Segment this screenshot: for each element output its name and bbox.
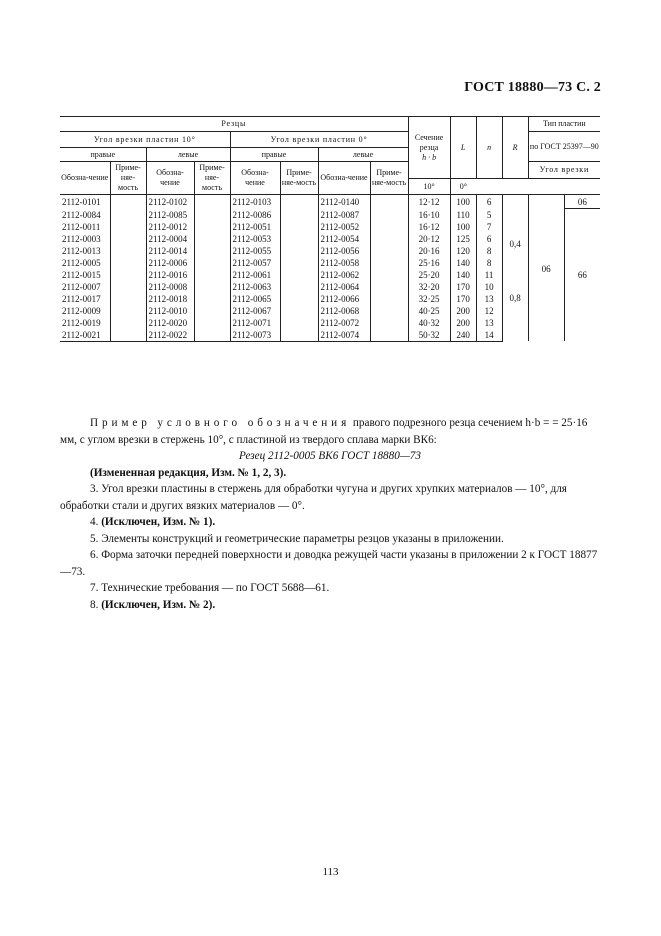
designation-cell: 2112-0087 xyxy=(318,209,370,221)
angle-short-header: Угол врезки xyxy=(528,162,600,179)
section-cell: 20·16 xyxy=(408,245,450,257)
application-cell xyxy=(280,293,318,305)
item-5: 5. Элементы конструкций и геометрические параметры резцов указаны в приложении. xyxy=(90,532,504,545)
length-cell: 125 xyxy=(450,233,476,245)
item-6: 6. Форма заточки передней поверхности и доводка режущей части указаны в приложении 2 к ГОСТ 18877—73. xyxy=(60,549,598,578)
designation-cell: 2112-0056 xyxy=(318,245,370,257)
application-cell xyxy=(370,317,408,329)
section-cell: 12·12 xyxy=(408,195,450,209)
designation-cell: 2112-0019 xyxy=(60,317,110,329)
section-cell: 40·25 xyxy=(408,305,450,317)
designation-cell: 2112-0020 xyxy=(146,317,194,329)
section-cell: 32·20 xyxy=(408,281,450,293)
angle-0-header: Угол врезки пластин 0° xyxy=(230,132,408,148)
left-0-header: левые xyxy=(318,148,408,162)
cutter-spec-table xyxy=(60,116,600,342)
designation-cell: 2112-0066 xyxy=(318,293,370,305)
length-header: L xyxy=(450,117,476,179)
n-cell: 6 xyxy=(476,233,502,245)
designation-header: Обозна-чение xyxy=(146,162,194,195)
length-cell: 140 xyxy=(450,257,476,269)
designation-cell: 2112-0017 xyxy=(60,293,110,305)
n-cell: 8 xyxy=(476,257,502,269)
application-cell xyxy=(194,281,230,293)
designation-cell: 2112-0062 xyxy=(318,269,370,281)
application-cell xyxy=(370,221,408,233)
n-cell: 11 xyxy=(476,269,502,281)
n-cell: 10 xyxy=(476,281,502,293)
right-10-header: правые xyxy=(60,148,146,162)
length-cell: 120 xyxy=(450,245,476,257)
length-cell: 170 xyxy=(450,293,476,305)
length-cell: 170 xyxy=(450,281,476,293)
radius-header: R xyxy=(502,117,528,179)
item-3: 3. Угол врезки пластины в стержень для обработки чугуна и других хрупких материалов — 10°, для обработки стали и других вязких материалов — 0°. xyxy=(60,483,567,512)
length-cell: 110 xyxy=(450,209,476,221)
designation-cell: 2112-0004 xyxy=(146,233,194,245)
n-cell: 13 xyxy=(476,317,502,329)
application-cell xyxy=(370,305,408,317)
designation-cell: 2112-0011 xyxy=(60,221,110,233)
designation-cell: 2112-0068 xyxy=(318,305,370,317)
designation-cell: 2112-0007 xyxy=(60,281,110,293)
application-cell xyxy=(280,317,318,329)
application-cell xyxy=(280,257,318,269)
application-cell xyxy=(110,293,146,305)
application-cell xyxy=(370,281,408,293)
designation-cell: 2112-0064 xyxy=(318,281,370,293)
designation-cell: 2112-0016 xyxy=(146,269,194,281)
application-cell xyxy=(370,245,408,257)
plate-0-cell: 66 xyxy=(564,209,600,342)
designation-cell: 2112-0018 xyxy=(146,293,194,305)
application-cell xyxy=(110,329,146,342)
designation-cell: 2112-0053 xyxy=(230,233,280,245)
designation-cell: 2112-0052 xyxy=(318,221,370,233)
length-cell: 200 xyxy=(450,305,476,317)
n-cell: 5 xyxy=(476,209,502,221)
application-cell xyxy=(280,221,318,233)
designation-cell: 2112-0067 xyxy=(230,305,280,317)
designation-cell: 2112-0073 xyxy=(230,329,280,342)
application-cell xyxy=(194,195,230,209)
length-cell: 100 xyxy=(450,221,476,233)
plate-10-cell: 06 xyxy=(528,195,564,342)
section-cell: 16·12 xyxy=(408,221,450,233)
application-cell xyxy=(370,269,408,281)
application-cell xyxy=(280,233,318,245)
application-cell xyxy=(280,305,318,317)
designation-cell: 2112-0012 xyxy=(146,221,194,233)
length-cell: 140 xyxy=(450,269,476,281)
n-header: n xyxy=(476,117,502,179)
application-cell xyxy=(194,209,230,221)
n-cell: 7 xyxy=(476,221,502,233)
n-cell: 14 xyxy=(476,329,502,342)
section-cell: 25·16 xyxy=(408,257,450,269)
item-7: 7. Технические требования — по ГОСТ 5688—61. xyxy=(90,582,330,594)
section-cell: 32·25 xyxy=(408,293,450,305)
designation-cell: 2112-0084 xyxy=(60,209,110,221)
n-cell: 12 xyxy=(476,305,502,317)
application-cell xyxy=(370,257,408,269)
designation-cell: 2112-0103 xyxy=(230,195,280,209)
application-cell xyxy=(110,233,146,245)
angle-10-header: Угол врезки пластин 10° xyxy=(60,132,230,148)
n-cell: 13 xyxy=(476,293,502,305)
application-cell xyxy=(110,257,146,269)
application-cell xyxy=(110,221,146,233)
application-cell xyxy=(194,329,230,342)
designation-header: Обозна-чение xyxy=(60,162,110,195)
designation-header: Обозна-чение xyxy=(230,162,280,195)
application-cell xyxy=(280,245,318,257)
application-cell xyxy=(110,281,146,293)
designation-cell: 2112-0058 xyxy=(318,257,370,269)
designation-cell: 2112-0061 xyxy=(230,269,280,281)
plate-gost-header: по ГОСТ 25397—90 xyxy=(528,132,600,162)
designation-cell: 2112-0006 xyxy=(146,257,194,269)
designation-cell: 2112-0051 xyxy=(230,221,280,233)
application-cell xyxy=(110,305,146,317)
designation-cell: 2112-0003 xyxy=(60,233,110,245)
designation-cell: 2112-0072 xyxy=(318,317,370,329)
designation-cell: 2112-0021 xyxy=(60,329,110,342)
application-cell xyxy=(110,209,146,221)
application-cell xyxy=(370,209,408,221)
cutters-group-header: Резцы xyxy=(60,117,408,132)
designation-cell: 2112-0013 xyxy=(60,245,110,257)
application-header: Приме-няе-мость xyxy=(194,162,230,195)
example-formula: Резец 2112-0005 ВК6 ГОСТ 18880—73 xyxy=(239,450,421,462)
application-cell xyxy=(110,269,146,281)
document-header: ГОСТ 18880—73 С. 2 xyxy=(464,80,601,95)
designation-cell: 2112-0101 xyxy=(60,195,110,209)
body-text xyxy=(60,415,600,613)
designation-cell: 2112-0102 xyxy=(146,195,194,209)
application-cell xyxy=(194,221,230,233)
designation-cell: 2112-0009 xyxy=(60,305,110,317)
application-header: Приме-няе-мость xyxy=(370,162,408,195)
amendment-note: (Измененная редакция, Изм. № 1, 2, 3). xyxy=(90,466,287,479)
designation-cell: 2112-0065 xyxy=(230,293,280,305)
application-header: Приме-няе-мость xyxy=(280,162,318,195)
radius-cell: 0,8 xyxy=(502,293,528,342)
designation-cell: 2112-0140 xyxy=(318,195,370,209)
n-cell: 6 xyxy=(476,195,502,209)
application-cell xyxy=(370,195,408,209)
designation-cell: 2112-0057 xyxy=(230,257,280,269)
page-number: 113 xyxy=(322,866,339,878)
left-10-header: левые xyxy=(146,148,230,162)
application-cell xyxy=(280,329,318,342)
example-paragraph: Пример условного обозначения правого подрезного резца сечением h·b = = 25·16 мм, с углом врезки в стержень 10°, с пластиной из твердого сплава марки ВК6: xyxy=(60,417,588,446)
designation-cell: 2112-0015 xyxy=(60,269,110,281)
designation-cell: 2112-0063 xyxy=(230,281,280,293)
plate-0-cell: 06 xyxy=(564,195,600,209)
designation-cell: 2112-0005 xyxy=(60,257,110,269)
section-cell: 40·32 xyxy=(408,317,450,329)
designation-cell: 2112-0022 xyxy=(146,329,194,342)
application-cell xyxy=(194,305,230,317)
application-header: Приме-няе-мость xyxy=(110,162,146,195)
application-cell xyxy=(370,329,408,342)
deg10-header: 10° xyxy=(408,179,450,195)
item-4: 4. (Исключен, Изм. № 1). xyxy=(90,516,216,528)
section-cell: 16·10 xyxy=(408,209,450,221)
designation-cell: 2112-0071 xyxy=(230,317,280,329)
application-cell xyxy=(280,195,318,209)
application-cell xyxy=(194,317,230,329)
application-cell xyxy=(194,293,230,305)
application-cell xyxy=(110,245,146,257)
designation-cell: 2112-0014 xyxy=(146,245,194,257)
length-cell: 100 xyxy=(450,195,476,209)
section-cell: 20·12 xyxy=(408,233,450,245)
radius-cell: 0,4 xyxy=(502,195,528,293)
plate-type-header: Тип пластин xyxy=(528,117,600,132)
application-cell xyxy=(194,269,230,281)
designation-cell: 2112-0055 xyxy=(230,245,280,257)
application-cell xyxy=(194,233,230,245)
designation-cell: 2112-0085 xyxy=(146,209,194,221)
designation-cell: 2112-0008 xyxy=(146,281,194,293)
section-header: Сечение резца h · b xyxy=(408,117,450,179)
table-row xyxy=(60,195,600,209)
designation-cell: 2112-0054 xyxy=(318,233,370,245)
application-cell xyxy=(110,195,146,209)
application-cell xyxy=(280,281,318,293)
application-cell xyxy=(194,257,230,269)
application-cell xyxy=(110,317,146,329)
application-cell xyxy=(194,245,230,257)
item-8: 8. (Исключен, Изм. № 2). xyxy=(90,598,216,611)
designation-header: Обозна-чение xyxy=(318,162,370,195)
application-cell xyxy=(370,233,408,245)
application-cell xyxy=(370,293,408,305)
designation-cell: 2112-0086 xyxy=(230,209,280,221)
length-cell: 240 xyxy=(450,329,476,342)
designation-cell: 2112-0010 xyxy=(146,305,194,317)
application-cell xyxy=(280,269,318,281)
deg0-header: 0° xyxy=(450,179,476,195)
section-cell: 25·20 xyxy=(408,269,450,281)
n-cell: 8 xyxy=(476,245,502,257)
table-row xyxy=(60,293,600,305)
application-cell xyxy=(280,209,318,221)
right-0-header: правые xyxy=(230,148,318,162)
section-cell: 50·32 xyxy=(408,329,450,342)
designation-cell: 2112-0074 xyxy=(318,329,370,342)
length-cell: 200 xyxy=(450,317,476,329)
